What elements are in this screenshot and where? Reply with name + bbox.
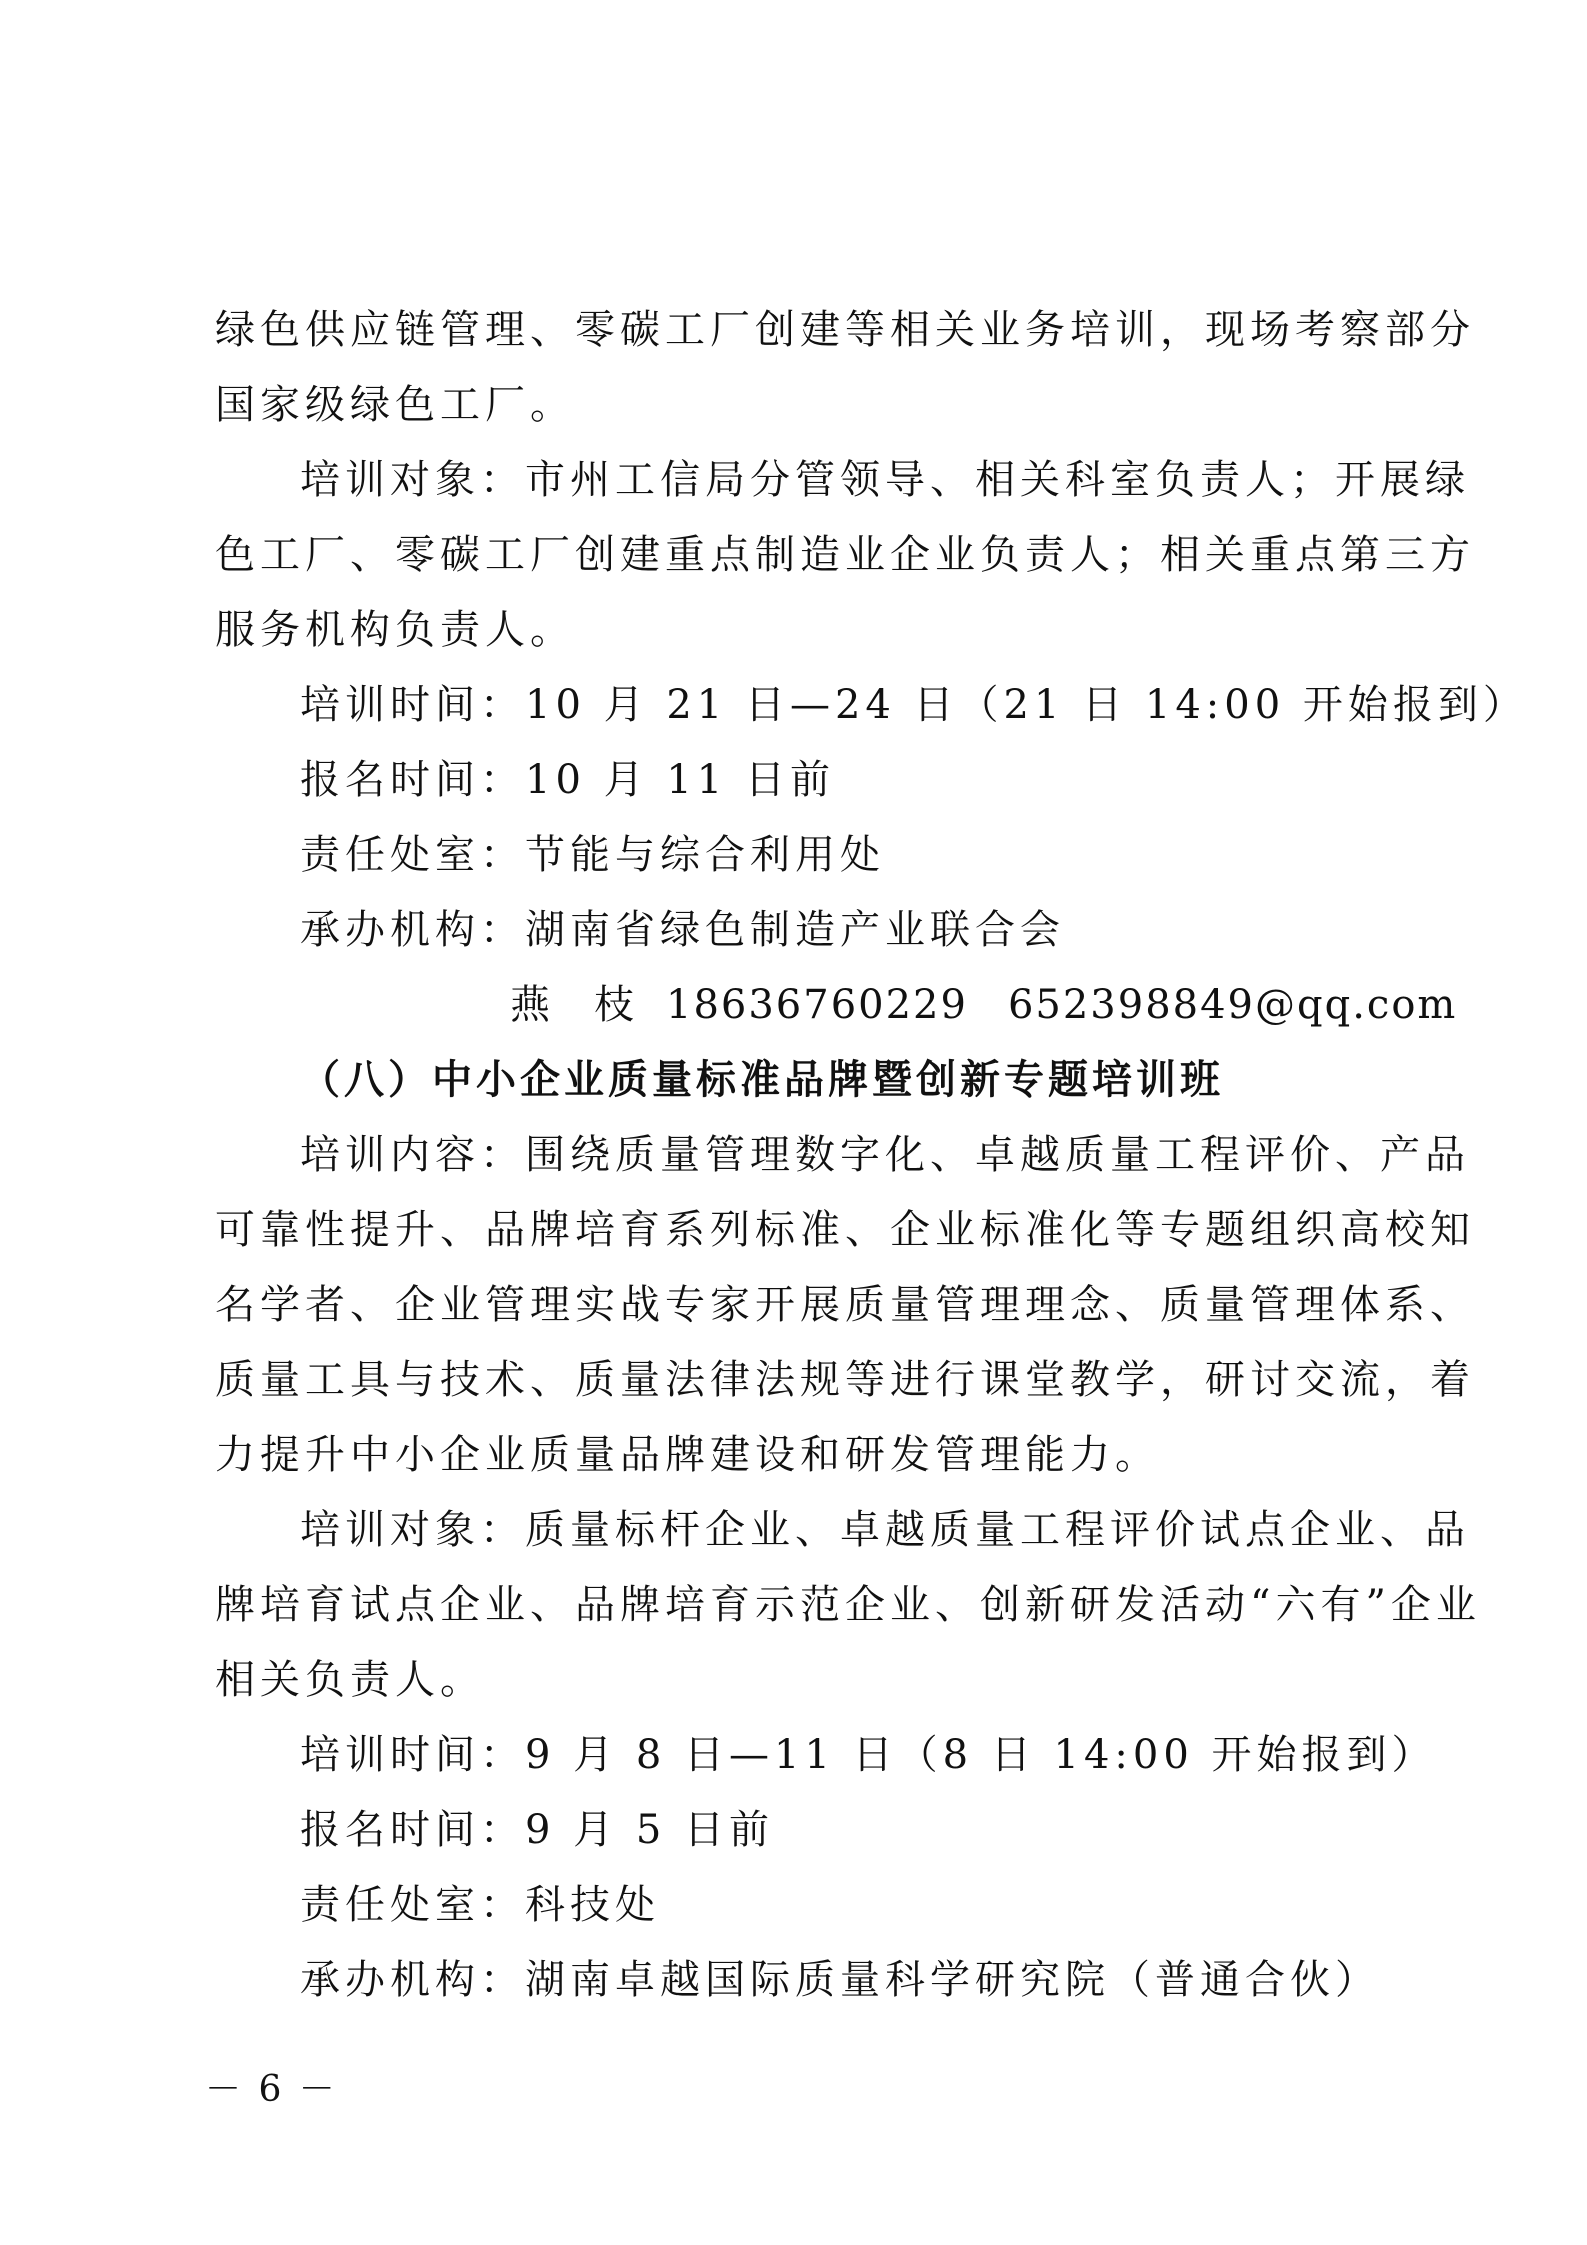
quality-training-target-line-2: 牌培育试点企业、品牌培育示范企业、创新研发活动“六有”企业	[215, 1582, 1481, 1628]
quality-host-organization: 承办机构：湖南卓越国际质量科学研究院（普通合伙）	[300, 1957, 1380, 2003]
quality-registration-deadline: 报名时间：9 月 5 日前	[300, 1807, 775, 1853]
contact-email: 652398849@qq.com	[1007, 982, 1458, 1028]
training-content-line-3: 名学者、企业管理实战专家开展质量管理理念、质量管理体系、	[215, 1282, 1475, 1328]
training-content-line-2: 可靠性提升、品牌培育系列标准、企业标准化等专题组织高校知	[215, 1207, 1475, 1253]
training-content-line-5: 力提升中小企业质量品牌建设和研发管理能力。	[215, 1432, 1160, 1478]
quality-responsible-office: 责任处室：科技处	[300, 1882, 660, 1928]
text-line-green-supply-chain: 绿色供应链管理、零碳工厂创建等相关业务培训，现场考察部分	[215, 307, 1475, 353]
training-content-line-1: 培训内容：围绕质量管理数字化、卓越质量工程评价、产品	[300, 1132, 1470, 1178]
training-time: 培训时间：10 月 21 日—24 日（21 日 14:00 开始报到）	[300, 682, 1528, 728]
section-heading: （八）中小企业质量标准品牌暨创新专题培训班	[300, 1056, 1224, 1103]
quality-training-target-line-3: 相关负责人。	[215, 1657, 485, 1703]
training-target-line-3: 服务机构负责人。	[215, 607, 575, 653]
training-target-line-2: 色工厂、零碳工厂创建重点制造业企业负责人；相关重点第三方	[215, 532, 1475, 578]
text-line-national-green-factory: 国家级绿色工厂。	[215, 382, 575, 428]
training-target-line-1: 培训对象：市州工信局分管领导、相关科室负责人；开展绿	[300, 457, 1470, 503]
responsible-office: 责任处室：节能与综合利用处	[300, 832, 885, 878]
host-organization: 承办机构：湖南省绿色制造产业联合会	[300, 907, 1065, 953]
contact-name: 燕 枝	[510, 982, 636, 1028]
contact-phone: 18636760229	[666, 982, 968, 1028]
quality-training-target-line-1: 培训对象：质量标杆企业、卓越质量工程评价试点企业、品	[300, 1507, 1470, 1553]
quality-training-time: 培训时间：9 月 8 日—11 日（8 日 14:00 开始报到）	[300, 1732, 1437, 1778]
page-number: － 6 －	[205, 2069, 338, 2110]
registration-deadline: 报名时间：10 月 11 日前	[300, 757, 835, 803]
training-content-line-4: 质量工具与技术、质量法律法规等进行课堂教学，研讨交流，着	[215, 1357, 1475, 1403]
contact-line	[510, 981, 1458, 1029]
